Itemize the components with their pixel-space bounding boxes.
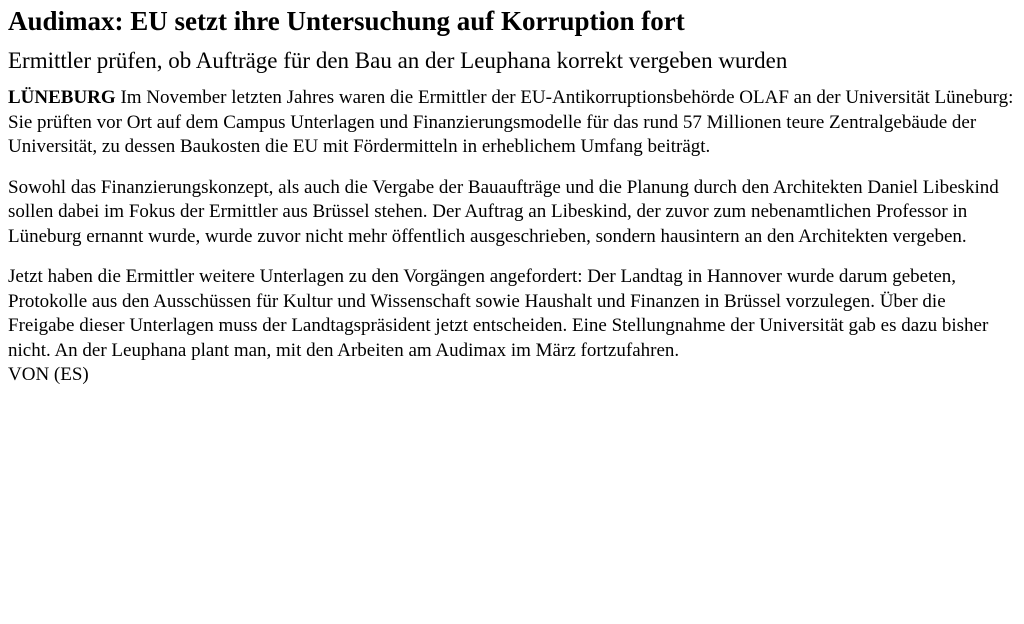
byline: VON (ES) xyxy=(8,364,89,385)
dateline: LÜNEBURG xyxy=(8,87,116,108)
paragraph-2: Sowohl das Finanzierungskonzept, als auch die Vergabe der Bauaufträge und die Planung durch den Architekten Daniel Libeskind sollen dabei im Fokus der Ermittler aus Brüssel stehen. Der Auftrag an Libeskind, der zuvor zum nebenamtlichen Professor in Lüneburg ernannt wurde, wurde zuvor nicht mehr öffentlich ausgeschrieben, sondern hausintern an den Architekten vergeben. xyxy=(8,176,999,247)
headline: Audimax: EU setzt ihre Untersuchung auf Korruption fort xyxy=(8,6,685,36)
paragraph-1-text: Im November letzten Jahres waren die Ermittler der EU-Antikorruptionsbehörde OLAF an der Universität Lüneburg: Sie prüften vor Ort auf dem Campus Unterlagen und Finanzierungsmodelle für das rund 57 Millionen teure Zentralgebäude der Universität, zu dessen Baukosten die EU mit Fördermitteln in erheblichem Umfang beiträgt. xyxy=(8,87,1014,157)
subheadline: Ermittler prüfen, ob Aufträge für den Bau an der Leuphana korrekt vergeben wurden xyxy=(8,48,788,73)
paragraph-3 xyxy=(8,265,1016,388)
paragraph-3-text: Jetzt haben die Ermittler weitere Unterlagen zu den Vorgängen angefordert: Der Landtag in Hannover wurde darum gebeten, Protokolle aus den Ausschüssen für Kultur und Wissenschaft sowie Haushalt und Finanzen in Brüssel vorzulegen. Über die Freigabe dieser Unterlagen muss der Landtagspräsident jetzt entscheiden. Eine Stellungnahme der Universität gab es dazu bisher nicht. An der Leuphana plant man, mit den Arbeiten am Audimax im März fortzufahren. xyxy=(8,266,989,361)
paragraph-1 xyxy=(8,86,1016,160)
